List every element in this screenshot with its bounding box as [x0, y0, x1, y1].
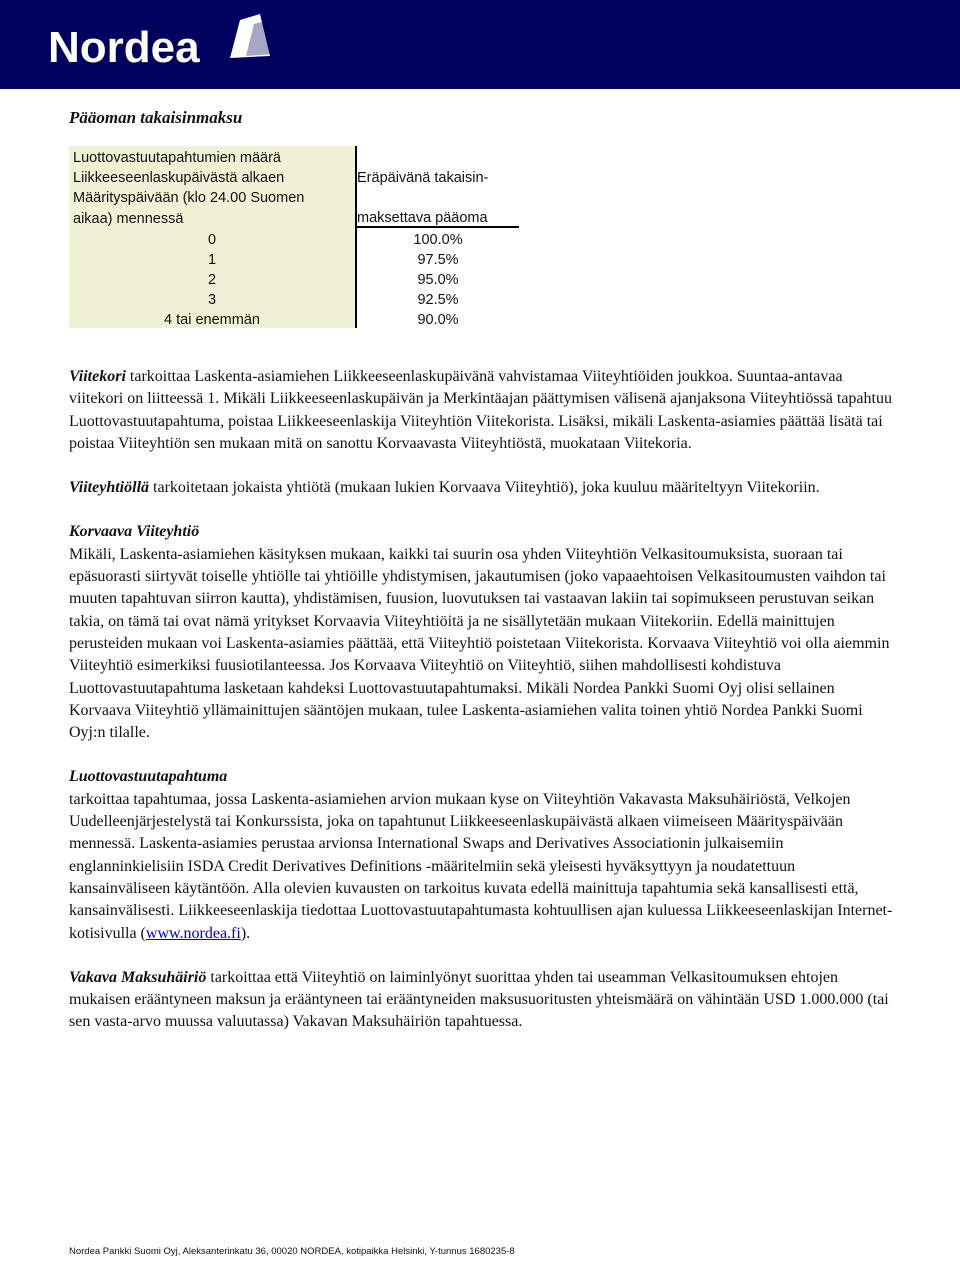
header-col1-line: Liikkeeseenlaskupäivästä alkaen [69, 166, 356, 186]
korvaava-paragraph [69, 521, 899, 744]
events-cell: 2 [69, 268, 356, 288]
nordea-website-link[interactable]: www.nordea.fi [145, 924, 241, 942]
table-row [69, 248, 519, 268]
viiteyhtiolla-text: tarkoitetaan jokaista yhtiötä (mukaan lukien Korvaava Viiteyhtiö), joka kuuluu määriteltyyn Viitekoriin. [149, 479, 820, 497]
header-col2-line [356, 146, 519, 166]
table-row [69, 288, 519, 308]
events-cell: 0 [69, 227, 356, 248]
events-cell: 4 tai enemmän [69, 308, 356, 328]
svg-text:Nordea: Nordea [48, 23, 200, 70]
viiteyhtiolla-term: Viiteyhtiöllä [69, 479, 150, 497]
table-header-row [69, 206, 519, 227]
vakava-maksuhairio-paragraph [69, 967, 899, 1034]
amount-cell: 95.0% [356, 268, 519, 288]
amount-cell: 100.0% [356, 227, 519, 248]
events-cell: 3 [69, 288, 356, 308]
luottovastuutapahtuma-text-after: ). [240, 924, 251, 942]
header-col1-line: Määrityspäivään (klo 24.00 Suomen [69, 186, 356, 206]
table-header-row [69, 146, 519, 166]
table-row [69, 308, 519, 328]
table-row [69, 268, 519, 288]
header-col1-line: aikaa) mennessä [69, 206, 356, 227]
amount-cell: 92.5% [356, 288, 519, 308]
header-col1-line: Luottovastuutapahtumien määrä [69, 146, 356, 166]
vakava-maksuhairio-text: tarkoittaa että Viiteyhtiö on laiminlyönyt suorittaa yhden tai useamman Velkasitoumuksen ehtojen mukaisen erääntyneen maksun ja erääntyneen tai erääntyneiden maksusuoritusten yhteismäärä on vähintään USD 1.000.000 (tai sen vasta-arvo muussa valuutassa) Vakavan Maksuhäiriön tapahtuessa. [69, 968, 889, 1031]
viiteyhtiolla-paragraph [69, 477, 899, 499]
viitekori-term: Viitekori [69, 368, 126, 385]
header-col2-line: maksettava pääoma [356, 206, 519, 227]
luottovastuutapahtuma-text: tarkoittaa tapahtumaa, jossa Laskenta-asiamiehen arvion mukaan kyse on Viiteyhtiön Vakavasta Maksuhäiriöstä, Velkojen Uudelleenjärjestelystä tai Konkurssista, joka on tapahtunut Liikkeeseenlaskupäivästä alkaen viimeiseen Määrityspäivään mennessä. Laskenta-asiamies perustaa arvionsa International Swaps and Derivatives Associationin julkaisemiin englanninkielisiin ISDA Credit Derivatives Definitions -määritelmiin sekä yleisesti hyväksyttyyn ja noudatettuun kansainväliseen käytäntöön. Alla olevien kuvausten on tarkoitus kuvata edellä mainittuja tapahtumia sekä kansallisesti että, kansainvälisesti. Liikkeeseenlaskija tiedottaa Luottovastuutapahtumasta kohtuullisen ajan kuluessa Liikkeeseenlaskijan Internet-kotisivulla ( [69, 790, 893, 942]
amount-cell: 97.5% [356, 248, 519, 268]
page-header [0, 0, 960, 89]
header-col2-line [356, 186, 519, 206]
vakava-maksuhairio-term: Vakava Maksuhäiriö [69, 968, 207, 986]
header-col2-line: Eräpäivänä takaisin- [356, 166, 519, 186]
nordea-logo [48, 10, 278, 70]
table-header-row [69, 166, 519, 186]
events-cell: 1 [69, 248, 356, 268]
amount-cell: 90.0% [356, 308, 519, 328]
korvaava-term: Korvaava Viiteyhtiö [69, 523, 200, 541]
page-footer: Nordea Pankki Suomi Oyj, Aleksanterinkatu 36, 00020 NORDEA, kotipaikka Helsinki, Y-tunnus 1680235-8 [69, 1246, 515, 1257]
viitekori-paragraph [69, 366, 899, 455]
viitekori-text: tarkoittaa Laskenta-asiamiehen Liikkeeseenlaskupäivänä vahvistamaa Viiteyhtiöiden joukkoa. Suuntaa-antavaa viitekori on liitteessä 1. Mikäli Liikkeeseenlaskupäivän ja Merkintäajan päättymisen välisenä ajanjaksona Viiteyhtiössä tapahtuu Luottovastuutapahtuma, poistaa Liikkeeseenlaskija Viiteyhtiön Viitekorista. Lisäksi, mikäli Laskenta-asiamies päättää lisätä tai poistaa Viiteyhtiön sen mukaan mitä on sanottu Korvaavasta Viiteyhtiöstä, muokataan Viitekoria. [69, 368, 892, 452]
table-row [69, 227, 519, 248]
section-title: Pääoman takaisinmaksu [69, 108, 243, 127]
principal-repayment-table [69, 146, 519, 328]
document-body [69, 108, 899, 1034]
luottovastuutapahtuma-term: Luottovastuutapahtuma [69, 768, 228, 786]
table-header-row [69, 186, 519, 206]
korvaava-text: Mikäli, Laskenta-asiamiehen käsityksen mukaan, kaikki tai suurin osa yhden Viiteyhtiön Velkasitoumuksista, suoraan tai epäsuorasti siirtyvät toiselle yhtiölle tai yhtiöille yhdistymisen, jakautumisen (joko vapaaehtoisen Velkasitoumusten vaihdon tai muuten tapahtuvan siirron kautta), yhdistämisen, fuusion, luovutuksen tai vastaavan lakiin tai sopimukseen perustuvan seikan takia, on tämä tai ovat nämä yritykset Korvaavia Viiteyhtiöitä ja ne sisällytetään mukaan Viitekoriin. Edellä mainittujen perusteiden mukaan voi Laskenta-asiamies päättää, että Viiteyhtiö poistetaan Viitekorista. Korvaava Viiteyhtiö voi olla aiemmin Viiteyhtiö esimerkiksi fuusiotilanteessa. Jos Korvaava Viiteyhtiö on Viiteyhtiö, siihen mahdollisesti kohdistuva Luottovastuutapahtuma lasketaan kahdeksi Luottovastuutapahtumaksi. Mikäli Nordea Pankki Suomi Oyj olisi sellainen Korvaava Viiteyhtiö yllämainittujen sääntöjen mukaan, tulee Laskenta-asiamiehen valita toinen yhtiö Nordea Pankki Suomi Oyj:n tilalle. [69, 545, 890, 742]
luottovastuutapahtuma-paragraph [69, 766, 899, 944]
